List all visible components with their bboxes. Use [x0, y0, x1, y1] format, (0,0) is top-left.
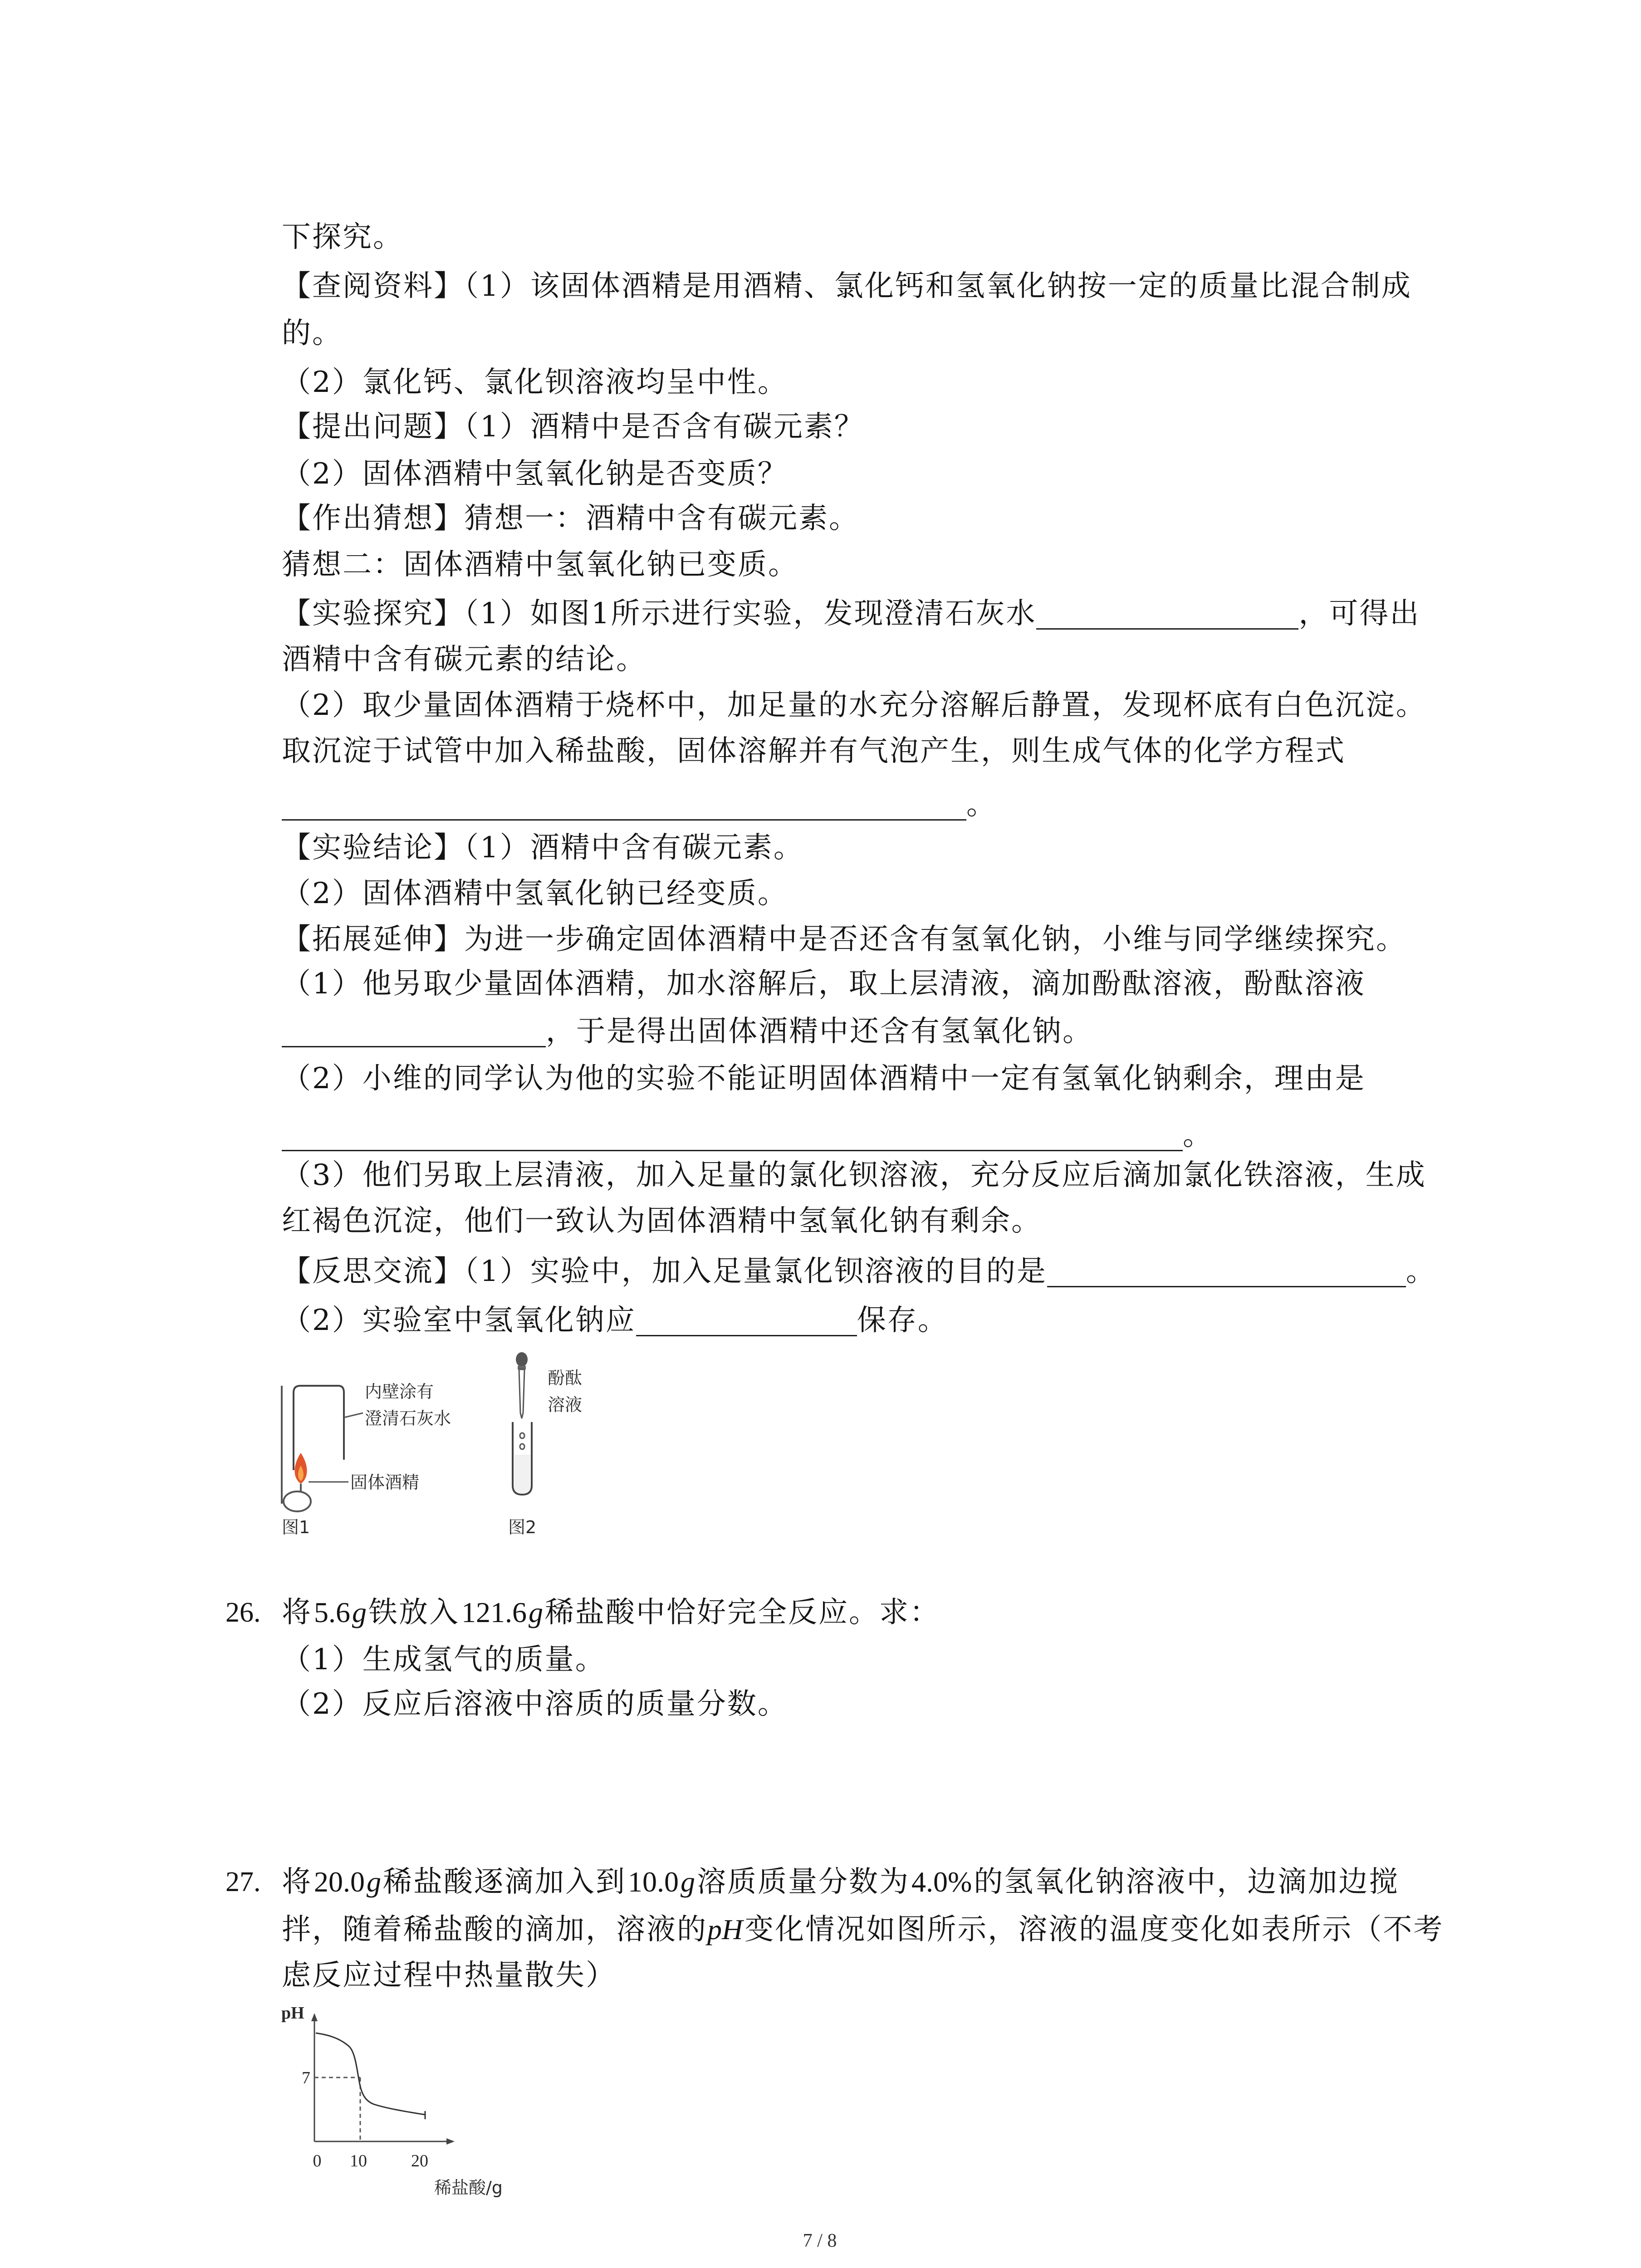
reflection-item-2-line — [282, 1302, 948, 1339]
reflection-item-1-end: 。 — [1406, 1255, 1436, 1288]
answer-blank — [636, 1308, 857, 1336]
unit-gram: g — [681, 1866, 695, 1898]
extension-item-2-answer-line — [282, 1117, 1213, 1154]
extension-item-3-cont: 红褐色沉淀，他们一致认为固体酒精中氢氧化钠有剩余。 — [282, 1204, 1042, 1238]
figure-1-apparatus — [282, 1382, 451, 1537]
label-phenolphthalein: 酚酞 — [548, 1368, 583, 1388]
q26-mass-acid: 121.6 — [461, 1596, 527, 1628]
experiment-figures — [272, 1349, 617, 1540]
answer-blank — [1047, 1259, 1406, 1287]
answer-blank — [282, 1123, 1183, 1151]
hypothesis-item-2: 猜想二：固体酒精中氢氧化钠已变质。 — [282, 548, 798, 582]
x-tick-label: 10 — [350, 2151, 367, 2170]
q25-experiment-line — [282, 596, 1420, 632]
section-header-reflection: 【反思交流】 — [282, 1255, 464, 1288]
answer-blank — [282, 1019, 546, 1047]
research-item-1: （1）该固体酒精是用酒精、氯化钙和氢氧化钠按一定的质量比混合制成 — [464, 269, 1412, 303]
x-tick-label: 0 — [313, 2151, 322, 2170]
question-item-1: （1）酒精中是否含有碳元素？ — [464, 410, 865, 444]
reflection-item-1-before: （1）实验中，加入足量氯化钡溶液的目的是 — [464, 1255, 1047, 1288]
x-axis-arrow — [446, 2138, 455, 2145]
q26-sub-1: （1）生成氢气的质量。 — [282, 1643, 606, 1677]
extension-item-1-after: ，于是得出固体酒精中还含有氢氧化钠。 — [546, 1015, 1093, 1048]
experiment-item-1-cont: 酒精中含有碳元素的结论。 — [282, 643, 647, 676]
y-axis-label: pH — [281, 2004, 304, 2023]
ph-curve — [316, 2033, 425, 2115]
section-header-experiment: 【实验探究】 — [282, 597, 464, 631]
q25-research-line — [282, 268, 1412, 304]
dropper-tube — [519, 1369, 524, 1418]
dropper-bulb — [516, 1352, 528, 1367]
experiment-item-2: （2）取少量固体酒精于烧杯中，加足量的水充分溶解后静置，发现杯底有白色沉淀。 — [282, 689, 1426, 722]
unit-gram: g — [529, 1596, 543, 1628]
q27-text: 的氢氧化钠溶液中，边滴加边搅 — [974, 1865, 1400, 1899]
extension-item-2: （2）小维的同学认为他的实验不能证明固体酒精中一定有氢氧化钠剩余，理由是 — [282, 1062, 1366, 1095]
q25-conclusion-line — [282, 830, 804, 866]
research-item-2: （2）氯化钙、氯化钡溶液均呈中性。 — [282, 366, 788, 399]
ph-curve-figure — [272, 1991, 554, 2204]
q25-intro-tail: 下探究。 — [282, 220, 403, 254]
conclusion-item-2: （2）固体酒精中氢氧化钠已经变质。 — [282, 877, 788, 910]
y-axis-arrow — [311, 2013, 318, 2021]
label-solid-alcohol: 固体酒精 — [350, 1472, 420, 1492]
x-tick-label: 20 — [411, 2151, 428, 2170]
test-tube-liquid — [514, 1455, 530, 1493]
label-limewater: 澄清石灰水 — [365, 1408, 451, 1428]
q25-question-line — [282, 409, 865, 445]
label-wall-coating: 内壁涂有 — [365, 1382, 434, 1402]
extension-item-1-answer-line — [282, 1013, 1093, 1050]
q27-text: 稀盐酸逐滴加入到 — [383, 1865, 626, 1899]
x-axis-label: 稀盐酸/g — [434, 2178, 503, 2198]
reflection-item-2-before: （2）实验室中氢氧化钠应 — [282, 1304, 636, 1337]
section-header-conclusion: 【实验结论】 — [282, 831, 464, 865]
page-number: 7 / 8 — [803, 2230, 837, 2251]
conclusion-item-1: （1）酒精中含有碳元素。 — [464, 831, 804, 865]
experiment-item-2-cont: 取沉淀于试管中加入稀盐酸，固体溶解并有气泡产生，则生成气体的化学方程式 — [282, 734, 1346, 768]
alcohol-lamp — [284, 1491, 311, 1511]
research-item-1-cont: 的。 — [282, 317, 343, 350]
ph-symbol: pH — [707, 1913, 743, 1945]
q26-stem — [282, 1594, 940, 1631]
experiment-item-2-answer-line — [282, 787, 997, 823]
y-tick-label: 7 — [302, 2068, 310, 2087]
leader-line-wall — [344, 1413, 363, 1418]
label-solution: 溶液 — [548, 1395, 583, 1415]
q26-stem-text: 铁放入 — [368, 1596, 460, 1629]
q25-extension-line — [282, 921, 1406, 958]
extension-item-3: （3）他们另取上层清液，加入足量的氯化钡溶液，充分反应后滴加氯化铁溶液，生成 — [282, 1158, 1426, 1192]
answer-blank — [282, 792, 966, 821]
unit-gram: g — [367, 1866, 381, 1898]
question-number-27: 27. — [225, 1867, 261, 1897]
experiment-item-1-before: （1）如图1所示进行实验，发现澄清石灰水 — [464, 597, 1037, 631]
q25-hypothesis-line — [282, 500, 859, 537]
section-header-extension: 【拓展延伸】 — [282, 923, 464, 956]
section-header-research: 【查阅资料】 — [282, 269, 464, 303]
q25-reflection-line — [282, 1253, 1436, 1290]
q27-text: 溶质质量分数为 — [697, 1865, 910, 1899]
q27-line-2 — [282, 1911, 1444, 1948]
drop-mark — [520, 1444, 524, 1449]
drop-mark — [520, 1433, 524, 1438]
section-header-question: 【提出问题】 — [282, 410, 464, 444]
extension-item-1: （1）他另取少量固体酒精，加水溶解后，取上层清液，滴加酚酞溶液，酚酞溶液 — [282, 967, 1366, 1001]
q27-mass-fraction: 4.0% — [911, 1866, 972, 1898]
q27-text: 变化情况如图所示，溶液的温度变化如表所示（不考 — [745, 1913, 1444, 1946]
figure-2-caption: 图2 — [508, 1517, 537, 1537]
question-item-2: （2）固体酒精中氢氧化钠是否变质？ — [282, 457, 788, 491]
unit-gram: g — [352, 1596, 367, 1628]
q27-text: 拌，随着稀盐酸的滴加，溶液的 — [282, 1913, 707, 1946]
figure-2-apparatus — [508, 1352, 582, 1537]
reflection-item-2-after: 保存。 — [857, 1304, 948, 1337]
q27-mass-acid: 20.0 — [314, 1866, 365, 1898]
q26-mass-iron: 5.6 — [314, 1596, 350, 1628]
hypothesis-item-1: 猜想一：酒精中含有碳元素。 — [464, 502, 859, 535]
experiment-item-2-end: 。 — [966, 788, 997, 821]
experiment-item-1-after: ，可得出 — [1298, 597, 1421, 631]
q26-sub-2: （2）反应后溶液中溶质的质量分数。 — [282, 1687, 788, 1721]
q26-stem-text: 将 — [282, 1596, 312, 1629]
q27-text: 将 — [282, 1865, 312, 1899]
answer-blank — [1036, 601, 1298, 630]
q27-line-3: 虑反应过程中热量散失） — [282, 1959, 616, 1992]
extension-item-2-end: 。 — [1183, 1119, 1213, 1152]
figure-1-caption: 图1 — [282, 1517, 310, 1537]
q27-line-1 — [282, 1864, 1399, 1900]
extension-intro: 为进一步确定固体酒精中是否还含有氢氧化钠，小维与同学继续探究。 — [464, 923, 1406, 956]
q27-mass-solution: 10.0 — [628, 1866, 679, 1898]
section-header-hypothesis: 【作出猜想】 — [282, 502, 464, 535]
q26-stem-text: 稀盐酸中恰好完全反应。求： — [545, 1596, 940, 1629]
question-number-26: 26. — [225, 1597, 261, 1628]
